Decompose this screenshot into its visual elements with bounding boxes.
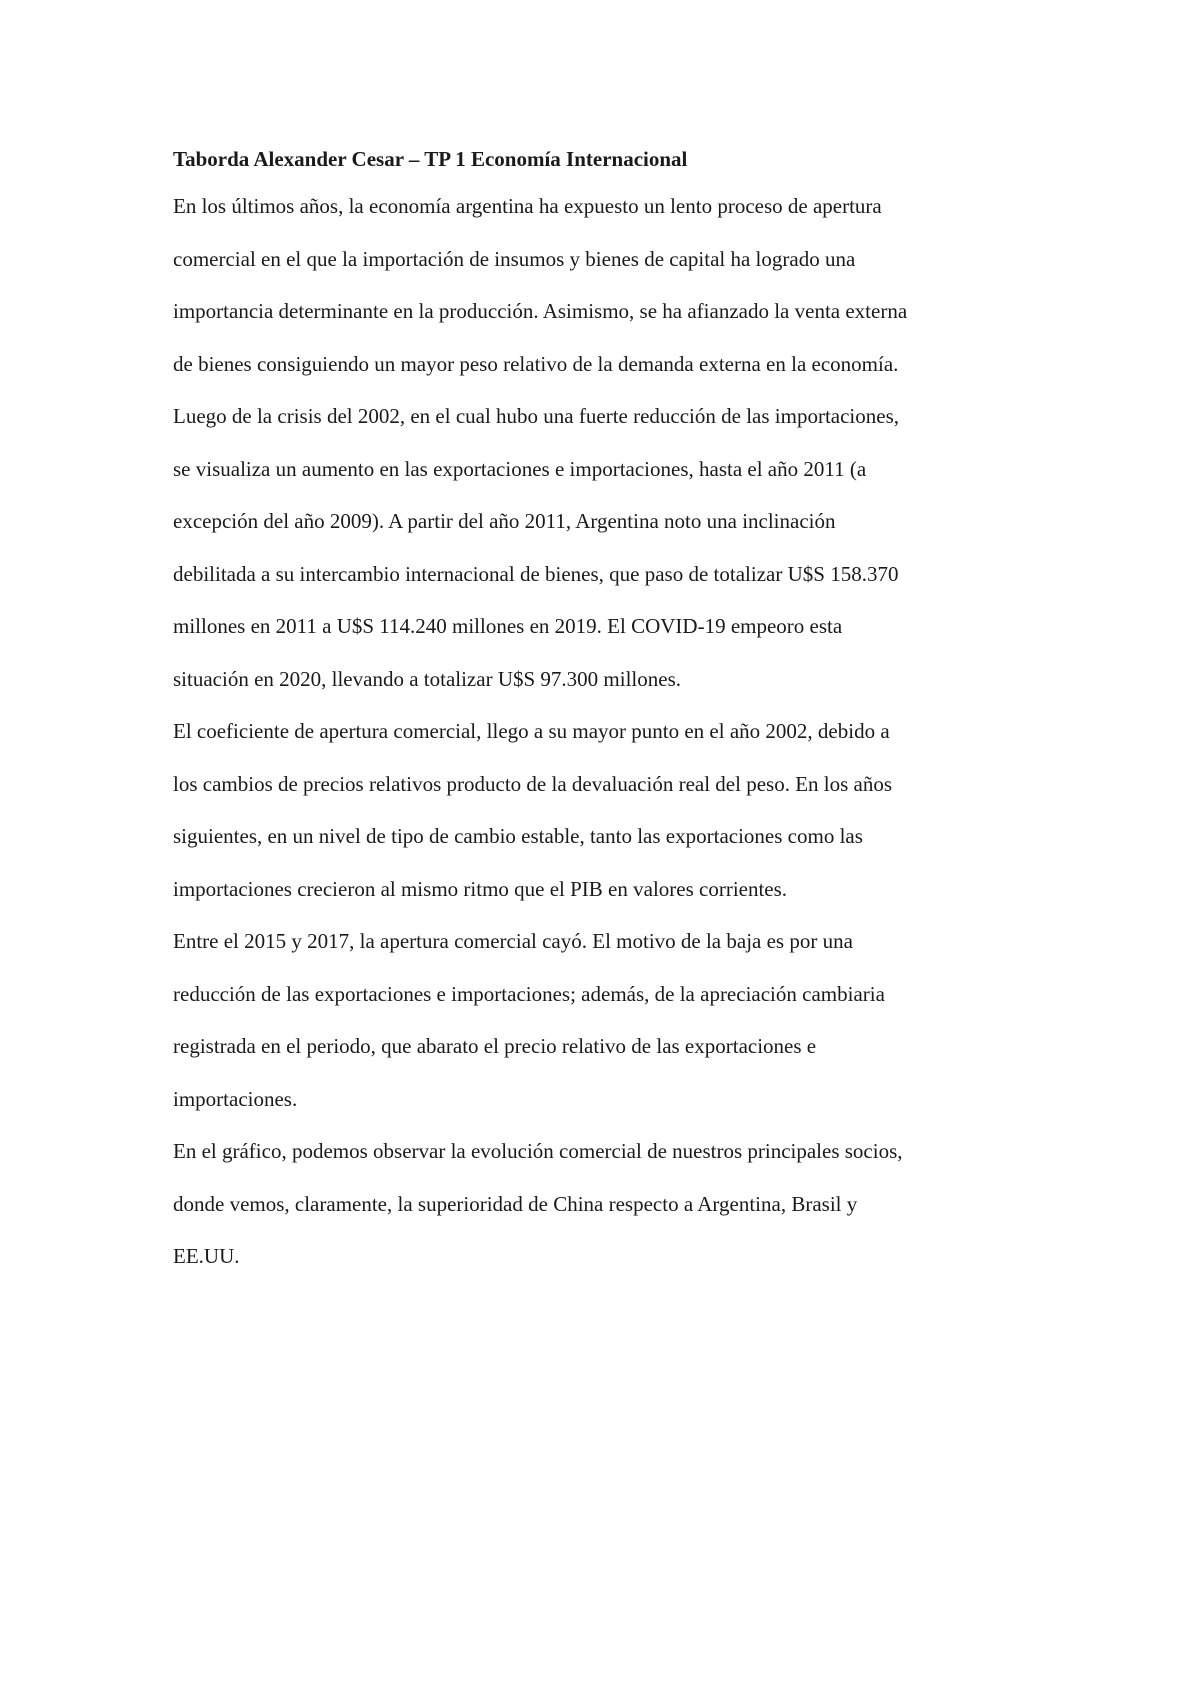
text-line: En el gráfico, podemos observar la evolución comercial de nuestros principales socios,	[173, 1139, 903, 1163]
text-line: importaciones crecieron al mismo ritmo que el PIB en valores corrientes.	[173, 876, 788, 901]
paragraph-2015-2017	[173, 915, 1053, 1125]
text-line: se visualiza un aumento en las exportaciones e importaciones, hasta el año 2011 (a	[173, 456, 867, 481]
text-line: millones en 2011 a U$S 114.240 millones en 2019. El COVID-19 empeoro esta	[173, 614, 843, 638]
text-line: importaciones.	[173, 1086, 298, 1111]
document-body	[173, 138, 1053, 1283]
text-line: comercial en el que la importación de insumos y bienes de capital ha logrado una	[173, 246, 856, 271]
text-line: debilitada a su intercambio internacional de bienes, que paso de totalizar U$S 158.370	[173, 561, 899, 586]
document-title: Taborda Alexander Cesar – TP 1 Economía Internacional	[173, 147, 688, 171]
text-line: excepción del año 2009). A partir del año 2011, Argentina noto una inclinación	[173, 509, 836, 533]
text-line: donde vemos, claramente, la superioridad de China respecto a Argentina, Brasil y	[173, 1191, 858, 1216]
text-line: importancia determinante en la producción. Asimismo, se ha afianzado la venta externa	[173, 299, 908, 323]
paragraph-chart-reference	[173, 1125, 1053, 1283]
text-line: En los últimos años, la economía argentina ha expuesto un lento proceso de apertura	[173, 194, 882, 218]
text-line: EE.UU.	[173, 1244, 240, 1268]
paragraph-intro	[173, 180, 1053, 705]
text-line: de bienes consiguiendo un mayor peso relativo de la demanda externa en la economía.	[173, 351, 899, 376]
paragraph-opening-coefficient	[173, 705, 1053, 915]
text-line: El coeficiente de apertura comercial, llego a su mayor punto en el año 2002, debido a	[173, 719, 890, 743]
text-line: situación en 2020, llevando a totalizar U$S 97.300 millones.	[173, 666, 681, 691]
text-line: Entre el 2015 y 2017, la apertura comercial cayó. El motivo de la baja es por una	[173, 929, 853, 953]
text-line: siguientes, en un nivel de tipo de cambio estable, tanto las exportaciones como las	[173, 824, 863, 848]
text-line: reducción de las exportaciones e importaciones; además, de la apreciación cambiaria	[173, 981, 885, 1006]
text-line: registrada en el periodo, que abarato el precio relativo de las exportaciones e	[173, 1034, 817, 1058]
text-line: Luego de la crisis del 2002, en el cual hubo una fuerte reducción de las importaciones,	[173, 404, 899, 428]
text-line: los cambios de precios relativos producto de la devaluación real del peso. En los años	[173, 771, 893, 796]
